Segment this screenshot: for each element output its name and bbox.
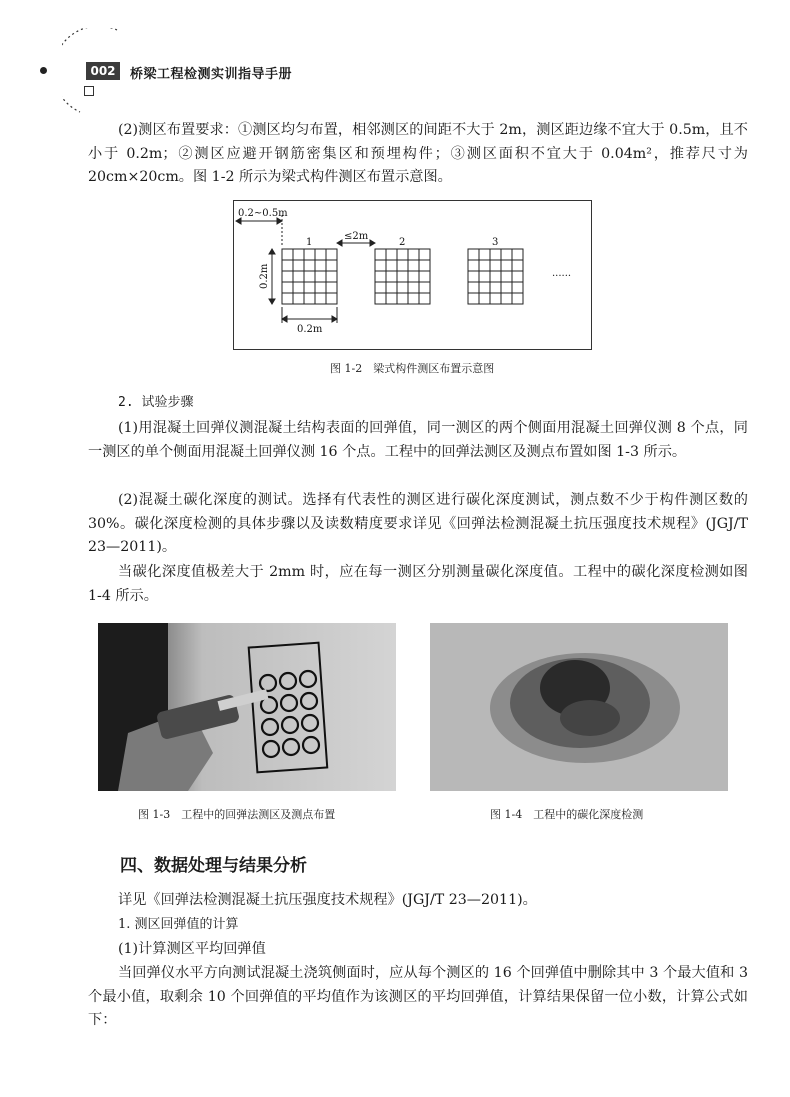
figure-1-2-caption: 图 1-2 梁式构件测区布置示意图 [330,362,495,375]
edge-distance-label: 0.2~0.5m [238,208,288,219]
figure-1-4-caption: 图 1-4 工程中的碳化深度检测 [490,808,644,821]
page-number: 002 [86,62,120,80]
step-heading: 2. 试验步骤 [118,395,194,410]
spacing-label: ≤2m [344,231,369,242]
section-4-subheading-1-1: (1)计算测区平均回弹值 [118,941,266,957]
zone-label-2: 2 [399,237,406,248]
paragraph-carbonation-note: 当碳化深度值极差大于 2mm 时，应在每一测区分别测量碳化深度值。工程中的碳化深度检测如图 1-4 所示。 [88,564,748,604]
section-4-subheading-1: 1. 测区回弹值的计算 [118,917,239,932]
zone-grid-3 [468,249,523,304]
section-4-reference: 详见《回弹法检测混凝土抗压强度技术规程》(JGJ/T 23—2011)。 [118,892,537,908]
section-4-title: 四、数据处理与结果分析 [120,856,307,876]
zone-grid-2 [375,249,430,304]
header-square-icon [84,86,94,96]
zone-label-1: 1 [306,237,313,248]
zone-layout-svg [234,201,591,349]
paragraph-step-2: (2)混凝土碳化深度的测试。选择有代表性的测区进行碳化深度测试，测点数不少于构件测区数的 30%。碳化深度检测的具体步骤以及读数精度要求详见《回弹法检测混凝土抗压强度技术规程》(JGJ/T 23—2011)。 [88,492,748,555]
width-label: 0.2m [297,324,323,335]
more-zones-ellipsis: ...... [552,268,572,279]
paragraph-step-1: (1)用混凝土回弹仪测混凝土结构表面的回弹值，同一测区的两个侧面用混凝土回弹仪测 8 个点，同一测区的单个侧面用混凝土回弹仪测 16 个点。工程中的回弹法测区及测点布置如图 1-3 所示。 [88,420,748,460]
header-bullet-dot [40,67,47,74]
book-title: 桥梁工程检测实训指导手册 [130,67,293,82]
zone-label-3: 3 [492,237,499,248]
zone-grid-1 [282,249,337,304]
height-label: 0.2m [259,263,270,289]
paragraph-zone-requirements: (2)测区布置要求：①测区均匀布置，相邻测区的间距不大于 2m，测区距边缘不宜大于 0.5m，且不小于 0.2m；②测区应避开钢筋密集区和预埋构件；③测区面积不宜大于 0.04m²，推荐尺寸为 20cm×20cm。图 1-2 所示为梁式构件测区布置示意图。 [88,122,748,185]
figure-1-3-photo [98,623,396,791]
figure-1-4-photo [430,623,728,791]
figure-1-3-caption: 图 1-3 工程中的回弹法测区及测点布置 [138,808,336,821]
section-4-paragraph: 当回弹仪水平方向测试混凝土浇筑侧面时，应从每个测区的 16 个回弹值中删除其中 3 个最大值和 3 个最小值，取剩余 10 个回弹值的平均值作为该测区的平均回弹值，计算结果保留一位小数，计算公式如下： [88,965,748,1028]
figure-1-2-diagram [233,200,592,350]
